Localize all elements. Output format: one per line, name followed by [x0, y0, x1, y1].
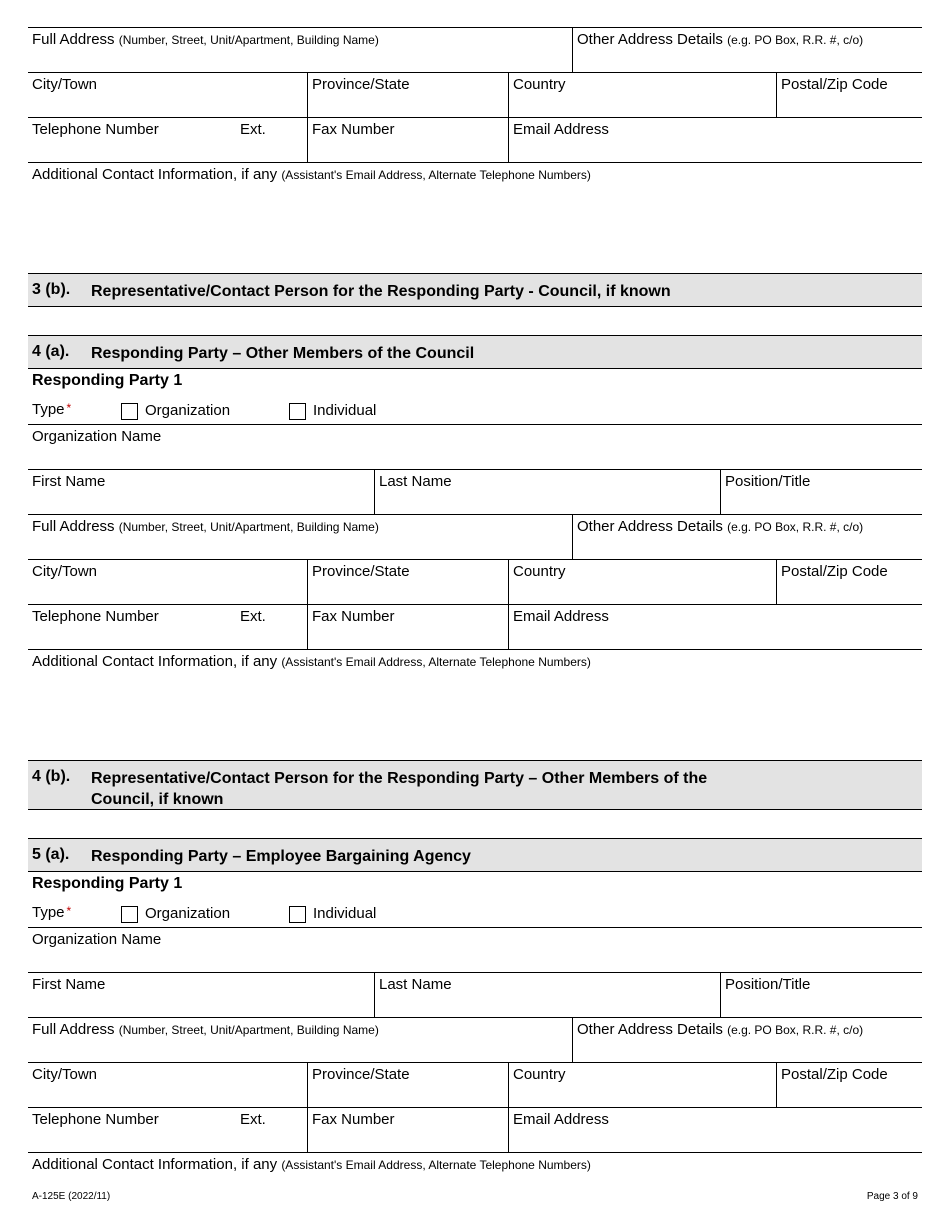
section-number: 5 (a). — [32, 846, 70, 863]
fax-label: Fax Number — [312, 608, 395, 625]
fax-field[interactable] — [307, 118, 508, 162]
section-5a-header — [28, 838, 922, 872]
section-title: Representative/Contact Person for the Responding Party – Other Members of the Council, if known — [91, 770, 708, 808]
position-title-label: Position/Title — [725, 473, 811, 490]
organization-checkbox[interactable] — [121, 906, 138, 923]
organization-name-field[interactable] — [28, 928, 922, 972]
country-label: Country — [513, 76, 566, 93]
individual-label: Individual — [313, 402, 377, 419]
province-field[interactable] — [307, 560, 508, 604]
phone-row — [28, 604, 922, 649]
full-address-label: Full Address (Number, Street, Unit/Apartment, Building Name) — [32, 518, 379, 535]
city-row — [28, 1062, 922, 1107]
individual-label: Individual — [313, 905, 377, 922]
additional-contact-label: Additional Contact Information, if any (Assistant's Email Address, Alternate Telephone Numbers) — [32, 1156, 591, 1173]
other-address-label: Other Address Details (e.g. PO Box, R.R. #, c/o) — [577, 518, 864, 535]
type-label: Type * — [32, 904, 72, 921]
additional-contact-field[interactable] — [28, 163, 922, 252]
other-address-field[interactable] — [572, 1018, 922, 1062]
section-title: Representative/Contact Person for the Responding Party - Council, if known — [91, 283, 671, 300]
country-field[interactable] — [508, 73, 776, 117]
individual-checkbox[interactable] — [289, 906, 306, 923]
telephone-field[interactable] — [28, 118, 307, 162]
organization-name-row — [28, 424, 922, 469]
organization-checkbox[interactable] — [121, 403, 138, 420]
position-title-label: Position/Title — [725, 976, 811, 993]
last-name-field[interactable] — [374, 470, 720, 514]
organization-name-label: Organization Name — [32, 428, 162, 445]
responding-party-1-label: Responding Party 1 — [32, 372, 183, 389]
province-label: Province/State — [312, 563, 410, 580]
last-name-label: Last Name — [379, 473, 452, 490]
city-label: City/Town — [32, 1066, 98, 1083]
name-row — [28, 972, 922, 1017]
email-label: Email Address — [513, 608, 609, 625]
full-address-field[interactable] — [28, 515, 572, 559]
country-field[interactable] — [508, 1063, 776, 1107]
name-row — [28, 469, 922, 514]
full-address-field[interactable] — [28, 1018, 572, 1062]
fax-field[interactable] — [307, 1108, 508, 1152]
postal-field[interactable] — [776, 1063, 922, 1107]
country-label: Country — [513, 1066, 566, 1083]
organization-name-field[interactable] — [28, 425, 922, 469]
additional-contact-label: Additional Contact Information, if any (Assistant's Email Address, Alternate Telephone Numbers) — [32, 166, 591, 183]
phone-row — [28, 1107, 922, 1152]
full-address-field[interactable] — [28, 28, 572, 72]
organization-label: Organization — [145, 402, 231, 419]
type-label: Type * — [32, 401, 72, 418]
email-label: Email Address — [513, 1111, 609, 1128]
postal-field[interactable] — [776, 560, 922, 604]
additional-contact-row — [28, 1152, 922, 1182]
form-id: A-125E (2022/11) — [32, 1191, 111, 1202]
organization-label: Organization — [145, 905, 231, 922]
fax-label: Fax Number — [312, 121, 395, 138]
province-label: Province/State — [312, 76, 410, 93]
email-field[interactable] — [508, 118, 922, 162]
city-label: City/Town — [32, 76, 98, 93]
ext-label: Ext. — [240, 121, 266, 138]
additional-contact-field[interactable] — [28, 1153, 922, 1182]
email-field[interactable] — [508, 605, 922, 649]
section-number: 4 (b). — [32, 768, 71, 785]
section-3b-header — [28, 273, 922, 307]
city-field[interactable] — [28, 1063, 307, 1107]
postal-field[interactable] — [776, 73, 922, 117]
province-field[interactable] — [307, 1063, 508, 1107]
responding-party-1-label: Responding Party 1 — [32, 875, 183, 892]
email-field[interactable] — [508, 1108, 922, 1152]
telephone-field[interactable] — [28, 605, 307, 649]
other-address-label: Other Address Details (e.g. PO Box, R.R. #, c/o) — [577, 31, 864, 48]
section-title: Responding Party – Other Members of the Council — [91, 345, 475, 362]
city-field[interactable] — [28, 73, 307, 117]
additional-contact-label: Additional Contact Information, if any (Assistant's Email Address, Alternate Telephone Numbers) — [32, 653, 591, 670]
full-address-row — [28, 514, 922, 559]
ext-label: Ext. — [240, 1111, 266, 1128]
first-name-label: First Name — [32, 473, 106, 490]
page-number: Page 3 of 9 — [866, 1191, 918, 1202]
postal-label: Postal/Zip Code — [781, 563, 888, 580]
telephone-label: Telephone Number — [32, 121, 159, 138]
telephone-field[interactable] — [28, 1108, 307, 1152]
additional-contact-row — [28, 649, 922, 739]
first-name-field[interactable] — [28, 470, 374, 514]
section-number: 3 (b). — [32, 281, 71, 298]
other-address-field[interactable] — [572, 515, 922, 559]
city-label: City/Town — [32, 563, 98, 580]
city-row — [28, 72, 922, 117]
telephone-label: Telephone Number — [32, 608, 159, 625]
province-field[interactable] — [307, 73, 508, 117]
position-title-field[interactable] — [720, 973, 922, 1017]
full-address-label: Full Address (Number, Street, Unit/Apartment, Building Name) — [32, 1021, 379, 1038]
city-row — [28, 559, 922, 604]
section-title: Responding Party – Employee Bargaining Agency — [91, 848, 471, 865]
last-name-field[interactable] — [374, 973, 720, 1017]
other-address-field[interactable] — [572, 28, 922, 72]
fax-label: Fax Number — [312, 1111, 395, 1128]
section-4b-header — [28, 760, 922, 810]
city-field[interactable] — [28, 560, 307, 604]
province-label: Province/State — [312, 1066, 410, 1083]
organization-name-row — [28, 927, 922, 972]
telephone-label: Telephone Number — [32, 1111, 159, 1128]
additional-contact-row — [28, 162, 922, 252]
postal-label: Postal/Zip Code — [781, 1066, 888, 1083]
last-name-label: Last Name — [379, 976, 452, 993]
other-address-label: Other Address Details (e.g. PO Box, R.R. #, c/o) — [577, 1021, 864, 1038]
full-address-label: Full Address (Number, Street, Unit/Apartment, Building Name) — [32, 31, 379, 48]
position-title-field[interactable] — [720, 470, 922, 514]
email-label: Email Address — [513, 121, 609, 138]
first-name-label: First Name — [32, 976, 106, 993]
country-label: Country — [513, 563, 566, 580]
ext-label: Ext. — [240, 608, 266, 625]
section-4a-header — [28, 335, 922, 369]
fax-field[interactable] — [307, 605, 508, 649]
full-address-row — [28, 1017, 922, 1062]
postal-label: Postal/Zip Code — [781, 76, 888, 93]
first-name-field[interactable] — [28, 973, 374, 1017]
full-address-row — [28, 27, 922, 72]
individual-checkbox[interactable] — [289, 403, 306, 420]
phone-row — [28, 117, 922, 162]
additional-contact-field[interactable] — [28, 650, 922, 739]
section-number: 4 (a). — [32, 343, 70, 360]
organization-name-label: Organization Name — [32, 931, 162, 948]
country-field[interactable] — [508, 560, 776, 604]
